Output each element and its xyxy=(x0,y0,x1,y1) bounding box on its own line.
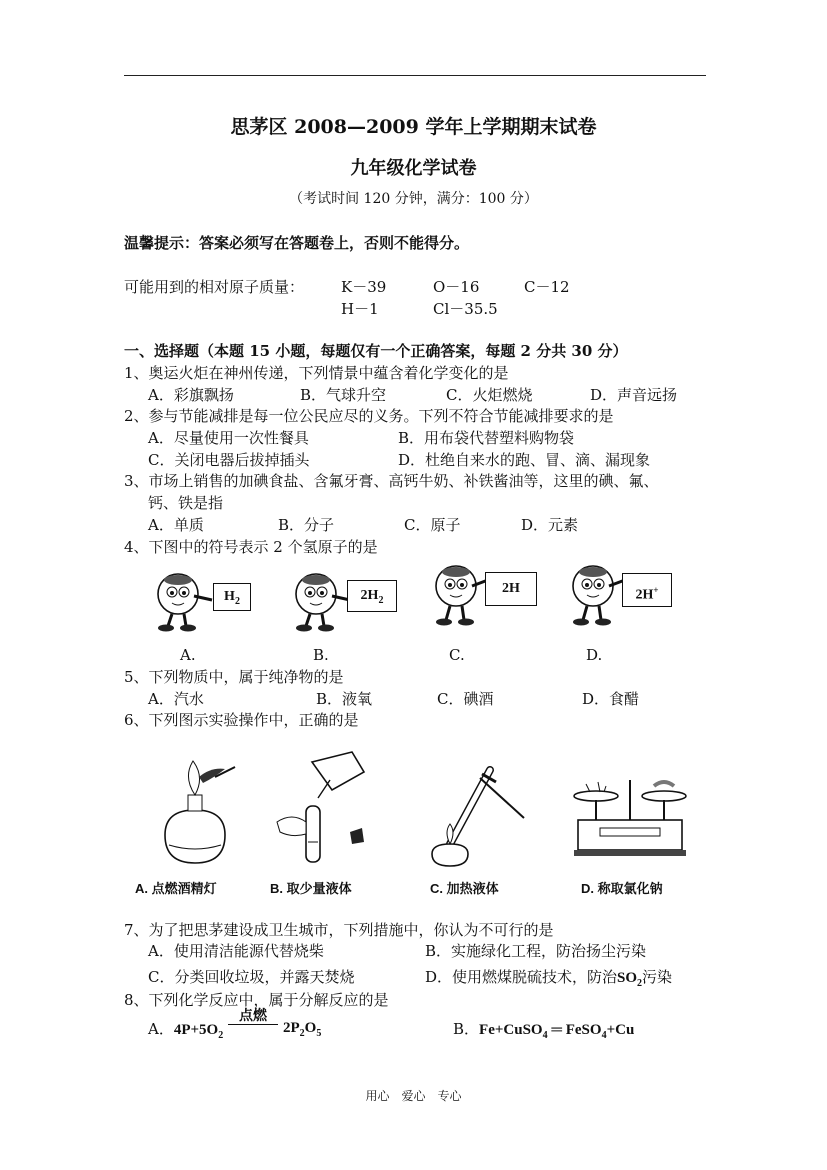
q1-stem: 1、奥运火炬在神州传递，下列情景中蕴含着化学变化的是 xyxy=(124,364,509,382)
q8-option-a-product: $2P_2O_5$ xyxy=(283,1020,322,1039)
q1-option-b: B．气球升空 xyxy=(300,386,387,404)
atomic-mass-cl: Cl－35.5 xyxy=(433,300,498,318)
q1-option-d: D．声音远扬 xyxy=(590,386,678,404)
q5-option-a: A．汽水 xyxy=(148,690,204,708)
exam-title: 思茅区 2008—2009 学年上学期期末试卷 xyxy=(230,116,597,138)
q7-option-c: C．分类回收垃圾，并露天焚烧 xyxy=(148,968,355,986)
q4-stem: 4、下图中的符号表示 2 个氢原子的是 xyxy=(124,538,378,556)
q8-option-a: A．$4P+5O_2$ xyxy=(148,1020,224,1041)
q5-option-d: D．食醋 xyxy=(582,690,640,708)
balance-illustration xyxy=(570,770,690,865)
section-title: 一、选择题（本题 15 小题，每题仅有一个正确答案，每题 2 分共 30 分） xyxy=(124,342,628,360)
q1-option-a: A．彩旗飘扬 xyxy=(148,386,234,404)
q4-option-a: A. xyxy=(180,646,196,664)
q8-stem: 8、下列化学反应中，属于分解反应的是 xyxy=(124,991,389,1009)
q5-option-b: B．液氧 xyxy=(316,690,373,708)
q3-option-d: D．元素 xyxy=(521,516,579,534)
symbol-box-d: 2H+ xyxy=(622,573,672,607)
q3-stem-line2: 钙、铁是指 xyxy=(148,494,224,512)
atomic-mass-k: K－39 xyxy=(341,278,387,296)
q5-option-c: C．碘酒 xyxy=(437,690,494,708)
q2-stem: 2、参与节能减排是每一位公民应尽的义务。下列不符合节能减排要求的是 xyxy=(124,407,614,425)
warm-tip: 温馨提示：答案必须写在答题卷上，否则不能得分。 xyxy=(124,234,470,252)
atomic-mass-label: 可能用到的相对原子质量： xyxy=(124,278,305,296)
atomic-mass-h: H－1 xyxy=(341,300,379,318)
q6-caption-b: B. 取少量液体 xyxy=(270,881,352,896)
q4-option-c: C. xyxy=(449,646,465,664)
atomic-mass-o: O－16 xyxy=(433,278,480,296)
q4-option-b: B. xyxy=(313,646,329,664)
q2-option-a: A．尽量使用一次性餐具 xyxy=(148,429,309,447)
q7-option-d: D．使用燃煤脱硫技术，防治$SO_2$污染 xyxy=(425,968,673,989)
q5-stem: 5、下列物质中，属于纯净物的是 xyxy=(124,668,344,686)
q3-stem-line1: 3、市场上销售的加碘食盐、含氟牙膏、高钙牛奶、补铁酱油等，这里的碘、氟、 xyxy=(124,472,659,490)
q8-reaction-condition: 点燃 xyxy=(228,1008,278,1025)
q3-option-a: A．单质 xyxy=(148,516,204,534)
q3-option-c: C．原子 xyxy=(404,516,461,534)
q1-option-c: C．火炬燃烧 xyxy=(446,386,533,404)
q6-caption-a: A. 点燃酒精灯 xyxy=(135,881,217,896)
alcohol-lamp-illustration xyxy=(155,755,245,870)
header-rule xyxy=(124,75,706,76)
q3-option-b: B．分子 xyxy=(278,516,335,534)
symbol-box-b: $2H_2$ xyxy=(347,580,397,612)
q2-option-c: C．关闭电器后拔掉插头 xyxy=(148,451,310,469)
q7-option-a: A．使用清洁能源代替烧柴 xyxy=(148,942,324,960)
symbol-box-a: $H_2$ xyxy=(213,583,251,611)
pour-liquid-illustration xyxy=(272,752,372,870)
q7-option-b: B．实施绿化工程，防治扬尘污染 xyxy=(425,942,647,960)
exam-subtitle: 九年级化学试卷 xyxy=(350,158,477,179)
q2-option-d: D．杜绝自来水的跑、冒、滴、漏现象 xyxy=(398,451,651,469)
q8-option-b: B．Fe+CuSO$_4$ ═ FeSO$_4$+Cu xyxy=(453,1020,635,1041)
q2-option-b: B．用布袋代替塑料购物袋 xyxy=(398,429,575,447)
q4-option-d: D. xyxy=(586,646,603,664)
symbol-box-c: 2H xyxy=(485,572,537,606)
page-footer: 用心 爱心 专心 xyxy=(365,1089,462,1103)
q6-stem: 6、下列图示实验操作中，正确的是 xyxy=(124,711,359,729)
exam-info: （考试时间 120 分钟，满分：100 分） xyxy=(289,191,538,207)
heating-liquid-illustration xyxy=(420,760,530,870)
q7-stem: 7、为了把思茅建设成卫生城市，下列措施中，你认为不可行的是 xyxy=(124,921,554,939)
q6-caption-c: C. 加热液体 xyxy=(430,881,499,896)
q6-caption-d: D. 称取氯化钠 xyxy=(581,881,663,896)
atomic-mass-c: C－12 xyxy=(524,278,570,296)
